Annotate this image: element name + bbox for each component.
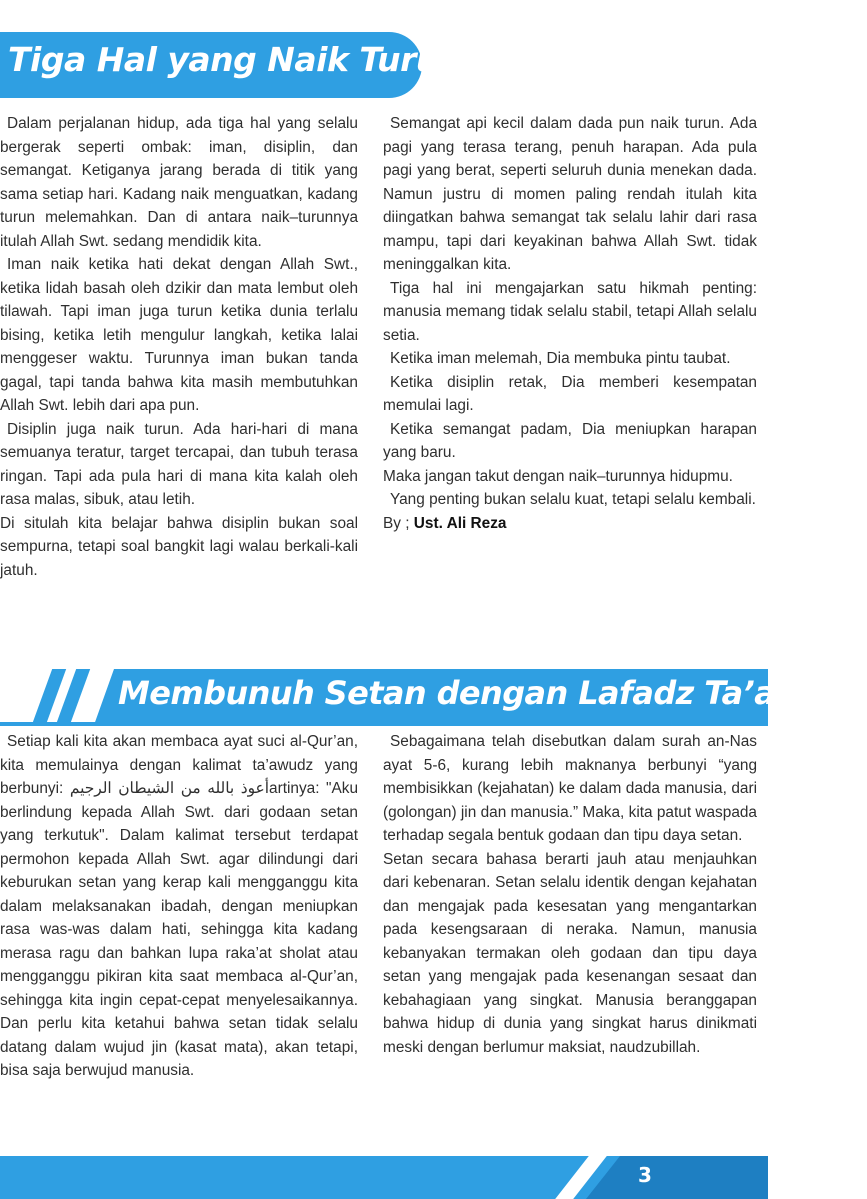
paragraph: Setiap kali kita akan membaca ayat suci al-Qur’an, kita memulainya dengan kalimat ta’awudz yang berbunyi: أعوذ بالله من الشيطان الرجيمartinya: "Aku berlindung kepada Allah Swt. dari godaan setan yang terkutuk". Dalam kalimat tersebut terdapat permohon kepada Allah Swt. agar dilindungi dari keburukan setan yang kerap kali mengganggu kita dalam melaksanakan ibadah, dengan meniupkan rasa was-was dalam hati, sehingga kita kadang merasa ragu dan bahkan lupa raka’at sholat atau mengganggu pikiran kita saat membaca al-Qur’an, sehingga kita ingin cepat-cepat menyelesaikannya. Dan perlu kita ketahui bahwa setan tidak selalu datang dalam wujud jin (kasat mata), akan tetapi, bisa saja berwujud manusia. xyxy=(0,733,358,1079)
paragraph: Semangat api kecil dalam dada pun naik turun. Ada pagi yang terasa terang, penuh harapan. Ada pula pagi yang berat, seperti seluruh dunia menekan dada. Namun justru di momen paling rendah itulah kita diingatkan bahwa semangat tak selalu lahir dari rasa mampu, tapi dari keyakinan bahwa Allah Swt. tidak meninggalkan kita. xyxy=(383,115,757,273)
paragraph: Setan secara bahasa berarti jauh atau menjauhkan dari kebenaran. Setan selalu identik dengan kejahatan dan mengajak pada kesesatan yang mengantarkan pada kesengsaraan di neraka. Namun, manusia kebanyakan termakan oleh godaan dan tipu daya setan yang mengajak pada kesenangan sesaat dan kebahagiaan yang singkat. Manusia beranggapan bahwa hidup di dunia yang singkat harus dinikmati meski dengan berlumur maksiat, naudzubillah. xyxy=(383,850,757,1056)
section1-title-banner xyxy=(0,32,462,98)
section2-title: Membunuh Setan dengan Lafadz Ta’awudz xyxy=(118,674,867,712)
section1-title: Tiga Hal yang Naik Turun xyxy=(8,40,462,79)
byline-author: Ust. Ali Reza xyxy=(413,514,507,532)
section2-column-right xyxy=(383,730,757,1059)
page-number: 3 xyxy=(638,1163,652,1187)
section1-column-left xyxy=(0,112,358,582)
paragraph: Ketika disiplin retak, Dia memberi kesempatan memulai lagi. xyxy=(383,373,757,414)
paragraph: Ketika semangat padam, Dia meniupkan harapan yang baru. xyxy=(383,420,757,461)
byline-prefix: By ; xyxy=(383,514,414,532)
paragraph: Dalam perjalanan hidup, ada tiga hal yang selalu bergerak seperti ombak: iman, disiplin, dan semangat. Ketiganya jarang berada di titik yang sama setiap hari. Kadang naik menguatkan, kadang turun melemahkan. Dan di antara naik–turunnya itulah Allah Swt. sedang mendidik kita. xyxy=(0,115,358,250)
paragraph: Di situlah kita belajar bahwa disiplin bukan soal sempurna, tetapi soal bangkit lagi walau berkali-kali jatuh. xyxy=(0,514,358,579)
paragraph: Tiga hal ini mengajarkan satu hikmah penting: manusia memang tidak selalu stabil, tetapi Allah selalu setia. xyxy=(383,279,757,344)
author-byline xyxy=(383,512,757,536)
paragraph: Yang penting bukan selalu kuat, tetapi selalu kembali. xyxy=(390,491,756,508)
paragraph: Maka jangan takut dengan naik–turunnya hidupmu. xyxy=(383,467,733,485)
paragraph: Sebagaimana telah disebutkan dalam surah an-Nas ayat 5-6, kurang lebih maknanya berbunyi “yang membisikkan (kejahatan) ke dalam dada manusia, dari (golongan) jin dan manusia.” Maka, kita patut waspada terhadap segala bentuk godaan dan tipu daya setan. xyxy=(383,733,757,844)
paragraph: Ketika iman melemah, Dia membuka pintu taubat. xyxy=(390,350,731,367)
paragraph: Iman naik ketika hati dekat dengan Allah Swt., ketika lidah basah oleh dzikir dan mata lembut oleh tilawah. Tapi iman juga turun ketika dunia terlalu bising, ketika letih mengulur langkah, ketika lalai menggeser waktu. Turunnya iman bukan tanda gagal, tapi tanda bahwa kita masih membutuhkan Allah Swt. lebih dari apa pun. xyxy=(0,256,358,414)
paragraph: Disiplin juga naik turun. Ada hari-hari di mana semuanya teratur, target tercapai, dan tubuh terasa ringan. Tapi ada pula hari di mana kita kalah oleh rasa malas, sibuk, atau letih. xyxy=(0,420,358,508)
section2-column-left xyxy=(0,730,358,1083)
section1-column-right xyxy=(383,112,757,535)
